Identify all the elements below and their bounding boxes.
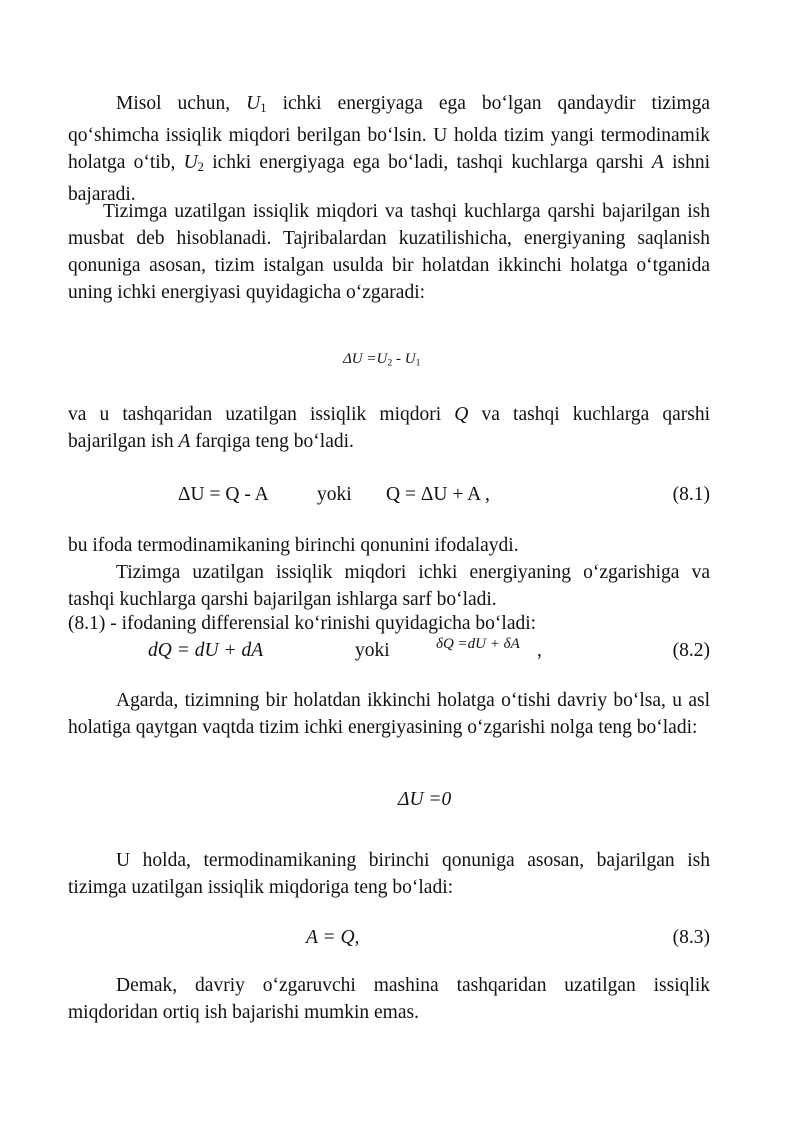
paragraph-heat-distribution: Tizimga uzatilgan issiqlik miqdori ichki energiyaning o‘zgarishiga va tashqi kuchlarga qarshi bajarilgan ishlarga sarf bo‘ladi.: [68, 562, 710, 610]
equation-number-8-2: (8.2): [672, 640, 710, 661]
subscript: 1: [415, 357, 421, 369]
subscript: 1: [260, 101, 267, 116]
symbol-U2: U: [183, 152, 198, 174]
symbol-A: A: [178, 431, 191, 452]
text: va u tashqaridan uzatilgan issiqlik miqdori: [68, 404, 442, 425]
equation-number-8-1: (8.1): [672, 484, 710, 505]
symbol-Q: Q: [454, 404, 469, 425]
eq-term: =U: [366, 351, 388, 367]
equation-8-2-left: dQ = dU + dA: [148, 640, 264, 661]
text: ishni bajaradi.: [68, 152, 711, 206]
equation-8-3: A = Q,: [306, 927, 360, 948]
eq-lhs: ΔU: [343, 351, 363, 367]
equation-8-2-yoki: yoki: [355, 640, 390, 661]
text: ichki energiyaga ega bo‘ladi, tashqi kuchlarga qarshi: [212, 152, 644, 174]
equation-number-8-3: (8.3): [672, 927, 710, 948]
text: Misol uchun,: [116, 93, 231, 114]
equation-delta-u: [343, 346, 420, 376]
paragraph-work-equals-heat: U holda, termodinamikaning birinchi qonuniga asosan, bajarilgan ish tizimga uzatilgan issiqlik miqdoriga teng bo‘ladi:: [68, 850, 710, 898]
text: va tashqi kuchlarga qarshi bajarilgan ish: [68, 404, 711, 452]
eq-term: - U: [395, 351, 416, 367]
symbol-U1: U: [246, 93, 261, 114]
equation-8-2-right: δQ =dU + δA: [436, 636, 520, 652]
equation-8-1-left: ΔU = Q - A: [178, 484, 269, 505]
paragraph-intro: [68, 90, 710, 208]
paragraph-cyclic-process: Agarda, tizimning bir holatdan ikkinchi holatga o‘tishi davriy bo‘lsa, u asl holatiga qaytgan vaqtda tizim ichki energiyasining o‘zgarishi nolga teng bo‘ladi:: [68, 690, 710, 738]
equation-8-2-comma: ,: [537, 640, 542, 661]
equation-8-1-right: Q = ΔU + A ,: [386, 484, 490, 505]
paragraph-differential-intro: (8.1) - ifodaning differensial ko‘rinishi quyidagicha bo‘ladi:: [68, 613, 537, 634]
paragraph-difference: [68, 401, 710, 455]
paragraph-first-law: bu ifoda termodinamikaning birinchi qonunini ifodalaydi.: [68, 535, 519, 556]
symbol-A: A: [651, 152, 664, 174]
equation-delta-u-zero: ΔU =0: [398, 789, 452, 810]
subscript: 2: [387, 357, 393, 369]
text: farqiga teng bo‘ladi.: [195, 431, 354, 452]
subscript: 2: [197, 160, 204, 175]
equation-8-1-yoki: yoki: [317, 484, 352, 505]
paragraph-conclusion: Demak, davriy o‘zgaruvchi mashina tashqaridan uzatilgan issiqlik miqdoridan ortiq ish bajarishi mumkin emas.: [68, 975, 710, 1023]
paragraph-sign-convention: Tizimga uzatilgan issiqlik miqdori va tashqi kuchlarga qarshi bajarilgan ish musbat deb hisoblanadi. Tajribalardan kuzatilishicha, energiyaning saqlanish qonuniga asosan, tizim istalgan usulda bir holatdan ikkinchi holatga o‘tganida uning ichki energiyasi quyidagicha o‘zgaradi:: [68, 201, 710, 303]
text: ichki energiyaga ega bo‘lgan qandaydir tizimga qo‘shimcha issiqlik miqdori berilgan bo‘lsin. U holda tizim yangi termodinamik holatga o‘tib,: [68, 93, 711, 174]
